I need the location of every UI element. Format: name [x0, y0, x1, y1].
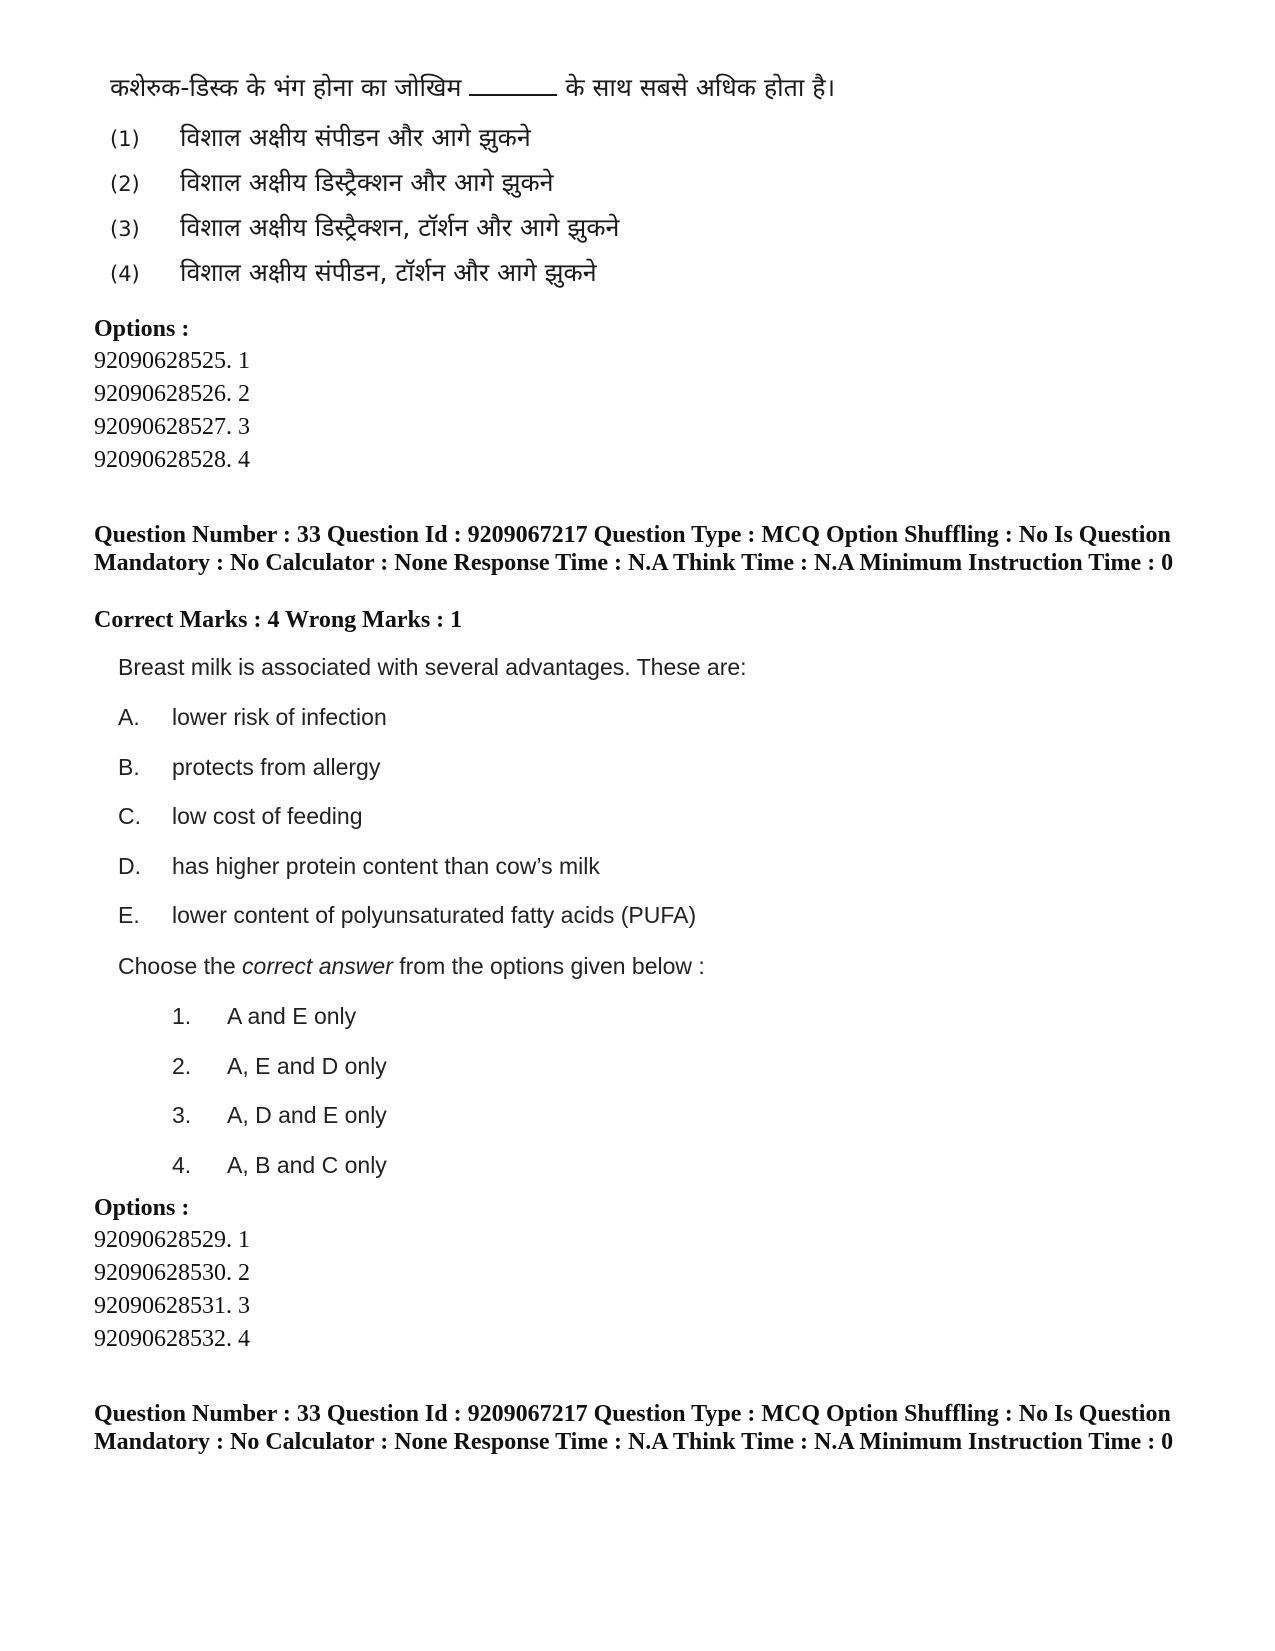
- statement-text: low cost of feeding: [172, 803, 363, 829]
- answer-text: A and E only: [227, 1003, 357, 1029]
- statement-text: lower content of polyunsaturated fatty acids (PUFA): [172, 902, 697, 928]
- statement-text: lower risk of infection: [172, 704, 387, 730]
- statement-item: [118, 704, 387, 731]
- option-id-row: 92090628529. 1: [94, 1227, 250, 1253]
- answer-choice: [172, 1102, 387, 1129]
- option-id-row: 92090628525. 1: [94, 348, 250, 374]
- hindi-choice-text: विशाल अक्षीय डिस्ट्रैक्शन, टॉर्शन और आगे झुकने: [180, 213, 620, 242]
- choose-instruction: [118, 953, 705, 980]
- question-header-repeat: Question Number : 33 Question Id : 9209067217 Question Type : MCQ Option Shuffling : No Is Question Mandatory : No Calculator : None Response Time : N.A Think Time : N.A Minimum Instruction Time : 0: [94, 1401, 1174, 1455]
- choose-text-italic: correct answer: [242, 953, 393, 979]
- statement-letter: B.: [118, 754, 140, 780]
- hindi-choice-number: (4): [110, 262, 140, 286]
- options-label: Options :: [94, 1195, 190, 1221]
- option-id-row: 92090628526. 2: [94, 381, 250, 407]
- option-id-row: 92090628530. 2: [94, 1260, 250, 1286]
- answer-text: A, B and C only: [227, 1152, 387, 1178]
- option-id-row: 92090628528. 4: [94, 447, 250, 473]
- choose-text-after: from the options given below :: [392, 953, 705, 979]
- hindi-choice-number: (3): [110, 217, 140, 241]
- statement-text: protects from allergy: [172, 754, 381, 780]
- statement-letter: E.: [118, 902, 140, 928]
- options-label: Options :: [94, 316, 190, 342]
- statement-text: has higher protein content than cow’s milk: [172, 853, 600, 879]
- hindi-choice-4: [110, 255, 597, 289]
- question-marks: Correct Marks : 4 Wrong Marks : 1: [94, 607, 463, 633]
- answer-choice: [172, 1053, 387, 1080]
- answer-choice: [172, 1003, 356, 1030]
- statement-item: [118, 803, 363, 830]
- answer-text: A, D and E only: [227, 1102, 387, 1128]
- option-id-row: 92090628532. 4: [94, 1326, 250, 1352]
- statement-item: [118, 853, 600, 880]
- hindi-choice-3: [110, 210, 619, 244]
- hindi-choice-text: विशाल अक्षीय संपीडन, टॉर्शन और आगे झुकने: [180, 258, 597, 287]
- question-stem: Breast milk is associated with several advantages. These are:: [118, 654, 747, 680]
- hindi-stem-before: कशेरुक-डिस्क के भंग होना का जोखिम: [110, 73, 462, 102]
- hindi-choice-2: [110, 165, 554, 199]
- question-header: Question Number : 33 Question Id : 9209067217 Question Type : MCQ Option Shuffling : No Is Question Mandatory : No Calculator : None Response Time : N.A Think Time : N.A Minimum Instruction Time : 0: [94, 522, 1174, 576]
- answer-number: 3.: [172, 1102, 192, 1128]
- hindi-choice-1: [110, 120, 531, 154]
- statement-item: [118, 902, 696, 929]
- hindi-question-stem: [110, 70, 835, 104]
- answer-number: 1.: [172, 1003, 192, 1029]
- statement-letter: C.: [118, 803, 141, 829]
- fill-in-blank: [469, 74, 557, 96]
- option-id-row: 92090628531. 3: [94, 1293, 250, 1319]
- answer-choice: [172, 1152, 387, 1179]
- hindi-choice-text: विशाल अक्षीय संपीडन और आगे झुकने: [180, 123, 531, 152]
- statement-letter: D.: [118, 853, 141, 879]
- answer-number: 4.: [172, 1152, 192, 1178]
- hindi-choice-number: (2): [110, 172, 140, 196]
- hindi-choice-text: विशाल अक्षीय डिस्ट्रैक्शन और आगे झुकने: [180, 168, 554, 197]
- option-id-row: 92090628527. 3: [94, 414, 250, 440]
- hindi-choice-number: (1): [110, 127, 140, 151]
- hindi-stem-after: के साथ सबसे अधिक होता है।: [565, 73, 836, 102]
- statement-item: [118, 754, 380, 781]
- choose-text-before: Choose the: [118, 953, 243, 979]
- answer-text: A, E and D only: [227, 1053, 387, 1079]
- statement-letter: A.: [118, 704, 140, 730]
- answer-number: 2.: [172, 1053, 192, 1079]
